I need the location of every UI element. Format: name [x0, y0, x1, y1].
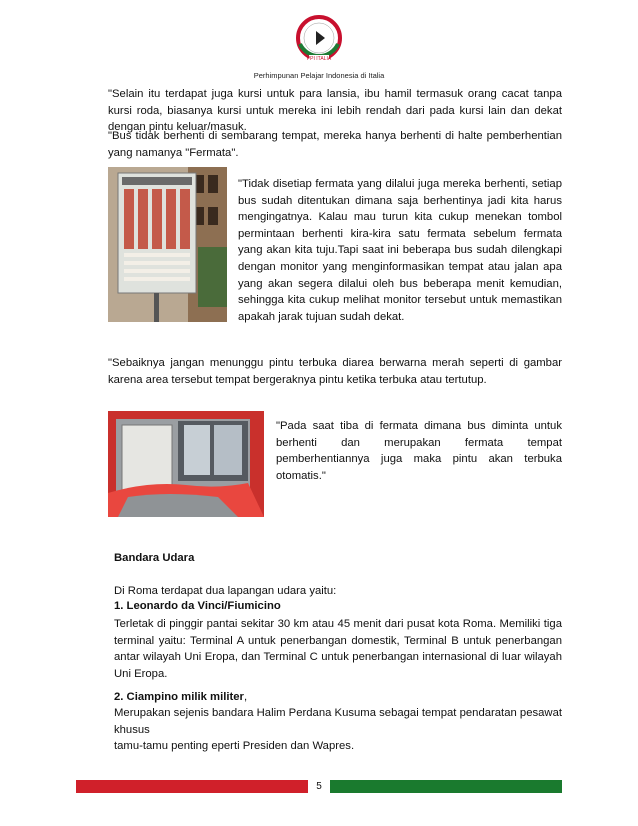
airport1-description: Terletak di pinggir pantai sekitar 30 km atau 45 menit dari pusat kota Roma. Memiliki tiga terminal yaitu: Terminal A untuk penerbangan domestik, Terminal B untuk penerbangan antar wilayah Uni Eropa, dan Terminal C untuk penerbangan internasional di luar wilayah Uni Eropa.: [114, 618, 562, 680]
footer-bar-right: [322, 780, 562, 793]
airport2-title: 2. Ciampino milik militer: [114, 691, 244, 703]
footer-bar-left: [76, 780, 316, 793]
page-number: 5: [308, 779, 330, 795]
airport-intro: Di Roma terdapat dua lapangan udara yaitu:: [114, 585, 337, 597]
airport2-description: Merupakan sejenis bandara Halim Perdana Kusuma sebagai tempat pendaratan pesawat khusus: [114, 707, 562, 736]
airport2-heading-line: [114, 689, 562, 706]
paragraph-fermata: "Tidak disetiap fermata yang dilalui juga mereka berhenti, setiap bus sudah ditentukan dimana saja berhentinya jadi kita harus mengingatnya. Kalau mau turun kita cukup menekan tombol permintaan berhenti kira-kira satu fermata sebelum fermata yang akan kita tuju.Tapi saat ini beberapa bus sudah dilengkapi dengan monitor yang menginformasikan tempat atau jalan apa yang akan segera dilalui oleh bus beberapa menit kemudian, sehingga kita cukup melihat monitor tersebut untuk memastikan apakah jarak tujuan sudah dekat.: [238, 178, 562, 323]
bus-door-photo: [108, 411, 264, 517]
paragraph-red-area: "Sebaiknya jangan menunggu pintu terbuka diarea berwarna merah seperti di gambar karena area tersebut tempat bergeraknya pintu ketika terbuka atau tertutup.: [108, 357, 562, 386]
paragraph-door-open: "Pada saat tiba di fermata dimana bus diminta untuk berhenti dan merupakan fermata tempat pemberhentiannya juga maka pintu akan terbuka otomatis.": [276, 420, 562, 482]
paragraph-seats: "Selain itu terdapat juga kursi untuk para lansia, ibu hamil termasuk orang cacat tanpa kursi roda, biasanya kursi untuk mereka ini lebih rendah dari pada kursi lain dan dekat dengan pintu keluar/masuk.: [108, 88, 562, 134]
organization-name: Perhimpunan Pelajar Indonesia di Italia: [253, 71, 385, 80]
logo-text: PPI ITALIA: [306, 56, 332, 62]
bus-stop-sign-photo: [108, 167, 227, 322]
airport2-description-2: tamu-tamu penting eperti Presiden dan Wapres.: [114, 740, 355, 752]
paragraph-bus-stops: "Bus tidak berhenti di sembarang tempat, mereka hanya berhenti di halte pemberhentian yang namanya "Fermata".: [108, 130, 562, 159]
airport1-title: 1. Leonardo da Vinci/Fiumicino: [114, 600, 281, 612]
section-heading-airport: Bandara Udara: [114, 552, 195, 564]
airport2-title-suffix: ,: [243, 691, 248, 703]
ppi-italia-logo: [294, 14, 344, 64]
